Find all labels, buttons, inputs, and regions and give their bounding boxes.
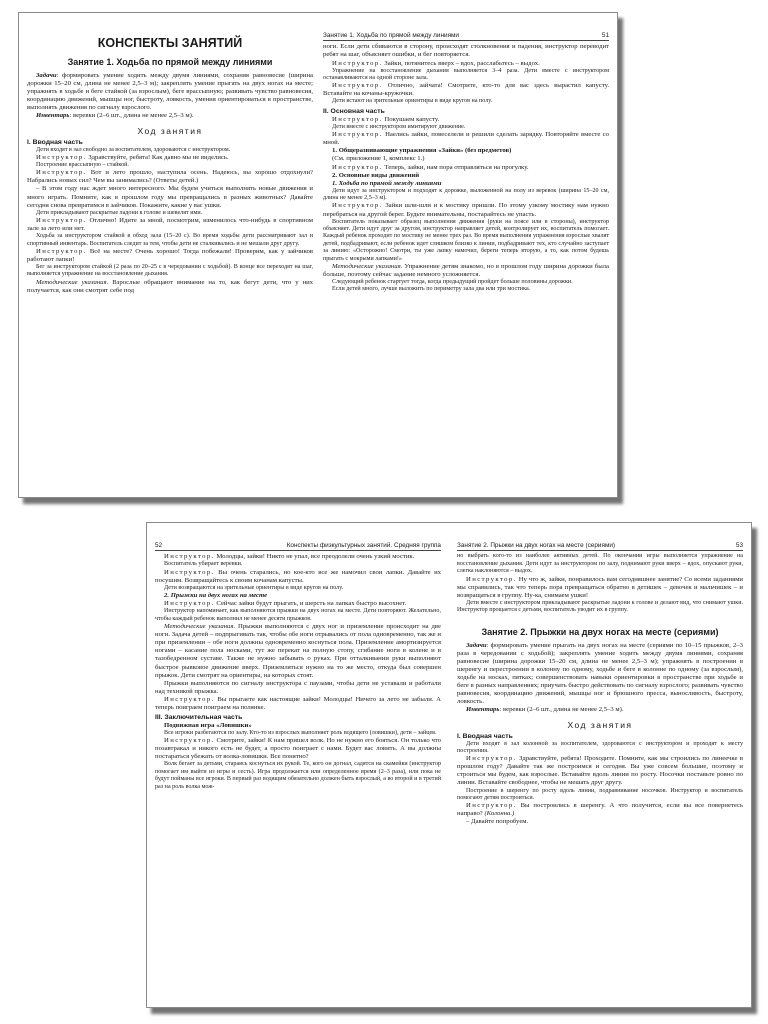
page-53-top-body [457,553,743,614]
paragraph-text: Вы прыгаете как настоящие зайки! Молодцы! Ничего за лето не забыли. А теперь поиграем поиграем на полянке. [155,695,441,711]
paragraph [155,730,441,737]
paragraph [323,131,609,147]
paragraph-text: Дети вместе с инструктором имитируют движение. [332,123,466,130]
paragraph [27,264,313,279]
paragraph-text: Здравствуйте, ребята! Проходите. Помните, как мы строились по линеечке в прошлом году? Давайте так же построимся и сегодня. Вы уже совсем большие, поэтому и строиться мы будем, как взрослые. Вставайте вдоль линии по росту. Носочки поставьте ровно по линии. Вставайте свободнее, чтобы не мешать друг другу. [457,755,743,787]
speaker-label: Инструктор. [164,737,215,745]
paragraph [27,217,313,233]
paragraph-text: Волк бегает за детьми, стараясь коснуться их рукой. Те, кого он догнал, садятся на скамейки (инструктор помогает им выйти из игры и сесть). Игра продолжается или определенное время (2–3 раза), или пока не будут пойманы все игроки. В первый раз водящим обязательно должен быть взрослый, а во второй и в третий раз на роль волка мож- [155,761,441,790]
paragraph-text: Ну что ж, зайки, понравилось вам сегодняшнее занятие? Со всеми заданиями мы справились, так что теперь пора превращаться обратно в детишек – девочек и мальчишек – и возвращаться в группу. Ну-ка, снимаем ушки! [457,575,743,599]
paragraph-text: – Давайте попробуем. [466,818,529,826]
paragraph [457,802,743,818]
speaker-label: Инструктор. [36,169,87,177]
paragraph [323,98,609,105]
subheading: 1. Ходьба по прямой между линиями [332,179,442,187]
remark-label: Методические указания. [332,262,403,270]
paragraph [155,569,441,585]
paragraph-text: Упражнение на восстановление дыхания выполняется 3–4 раза. Дети вместе с инструктором останавливаются на одной стороне зала. [323,67,609,81]
paragraph [155,600,441,608]
speaker-label: Инструктор. [332,82,383,90]
paragraph [457,741,743,756]
running-head-title: Конспекты физкультурных занятий. Средняя группа [286,542,441,549]
paragraph-text: Ходьба за инструктором стайкой в обход зала (15–20 с). Во время ходьбы дети рассматривают зал и спортивный инвентарь. Воспитатель следит за тем, чтобы дети не сталкивались и не мешали друг другу. [27,233,313,247]
speaker-label: Инструктор. [164,568,215,576]
tasks-paragraph [457,642,743,706]
paragraph-text: Зайки шли-шли и к мостику пришли. По этому узкому мостику нам нужно перебраться на другой берег. Будьте внимательны, постарайтесь не упасть. [323,202,609,218]
speaker-label: Инструктор. [36,153,87,161]
paragraph [323,202,609,218]
paragraph-text: Все игроки разбегаются по залу. Кто-то из взрослых выполняет роль водящего (ловишки), дети – зайцев. [164,729,437,736]
paragraph-text: Всё на месте? Очень хорошо! Тогда побежали! Проверим, как у зайчиков работают лапки! [27,247,313,263]
page-50-body [27,147,313,295]
paragraph [155,696,441,712]
tasks-label: Задачи [466,642,487,650]
speaker-label: Инструктор. [332,163,383,171]
page-52-body [155,553,441,791]
paragraph [155,737,441,761]
tasks-paragraph [27,72,313,112]
remark-label: Методические указания. [164,623,236,631]
paragraph-text: Смотрите, зайки! К нам пришел волк. Но не нужно его бояться. Он только что позавтракал и никого есть не будет, а просто поиграет с нами. Будет вас ловить. А вы должны постараться убежать от волка-ловишки. Все понятно? [155,737,441,761]
subheading: Подвижная игра «Ловишки» [164,721,252,729]
paragraph-text: Дети встают на зрительные ориентиры в виде кругов на полу. [332,98,493,105]
paragraph-text: Сейчас зайки будут прыгать, и шерсть на лапках быстро высохнет. [214,600,407,608]
paragraph-text: Дети вместе с инструктором прикладывают раскрытые ладони к голове и делают вид, что снимают ушки. Инструктор прощается с детьми, воспитатель уводит их в группу. [457,599,743,614]
paragraph [155,608,441,623]
running-head [323,13,609,41]
paragraph [155,585,441,592]
paragraph-text: Наелись зайки, повеселели и решили сделать зарядку. Повторяйте вместе со мной. [323,131,609,147]
subheading: 2. Прыжки на двух ногах на месте [164,592,268,600]
paragraph [27,185,313,209]
page-53 [457,523,743,1007]
paragraph [323,82,609,98]
paragraph-text: Здравствуйте, ребята! Как давно мы не виделись. [86,153,229,161]
section-heading: I. Вводная часть [27,138,83,146]
paragraph [27,210,313,217]
inventory-label: Инвентарь [36,112,70,120]
paragraph [27,279,313,295]
section-heading: I. Вводная часть [457,732,513,740]
paragraph-text: Дети входят в зал свободно за воспитателем, здороваются с инструктором. [36,146,231,153]
paragraph-text: – В этом году нас ждет много интересного. Мы будем учиться выполнять новые движения и много играть. Помните, как в прошлом году мы превращались в разных животных? Давайте сегодня снова превратимся в зайчиков. Покажите, какие у вас ушки. [27,185,313,209]
speaker-label: Инструктор. [36,247,87,255]
paragraph-text: Дети входят в зал колонной за воспитателем, здороваются с инструктором и проходят к месту построения. [457,740,743,754]
page-50 [27,13,313,497]
paragraph-text: Построение врассыпную – стайкой. [36,161,129,168]
paragraph [27,233,313,248]
inventory-label: Инвентарь [466,706,500,714]
paragraph [457,576,743,600]
paragraph [323,43,609,59]
paragraph [457,755,743,787]
paragraph [323,60,609,68]
paragraph-text: Прыжки выполняются с двух ног и приземление происходит на две ноги. Задача детей – подпрыгивать так, чтобы обе ноги отрывались от пола одновременно, так же и при приземлении – обе ноги должны одновременно коснуться пола. Приземление амортизируется ногами – касание пола носками, тут же перекат на полную стопу, сгибание ноги в колене и в тазобедренном суставе. Также не нужно забывать о руках. При отталкивании руки выполняют быстрое рывковое движение вверх. Приземляться нужно на то же место, откуда был совершен прыжок. Дети смотрят на ориентиры, на которых стоят. [155,623,441,679]
subheading: 1. Общеразвивающие упражнения «Зайки» (без предметов) [332,147,512,155]
speaker-label: Инструктор. [164,553,215,561]
paragraph [457,818,743,826]
paragraph [323,219,609,263]
paragraph-text: Инструктор напоминает, как выполняются прыжки на двух ногах на месте. Дети повторяют. Желательно, чтобы каждый ребенок выполнил не менее десяти прыжков. [155,608,441,622]
paragraph-text: Построение в шеренгу по росту вдоль линии, подравнивание носочков. Инструктор и воспитатель помогают детям построиться. [457,787,743,801]
page-number: 51 [601,32,609,39]
paragraph [323,155,609,163]
page-number: 52 [155,542,163,549]
paragraph [323,263,609,279]
paragraph-text: Дети идут за инструктором и подходят к дорожке, выложенной на полу из веревок (ширина 15–20 см, длина не менее 2,5–3 м). [323,187,609,202]
subheading: 2. Основные виды движений [332,171,420,179]
speaker-label: Инструктор. [332,131,383,139]
speaker-label: Инструктор. [36,217,87,225]
paragraph-text: Отлично! Идите за мной, посмотрим, изменилось что-нибудь в спортивном зале за лето или нет. [27,217,313,233]
paragraph [155,761,441,791]
page-number: 53 [735,542,743,549]
paragraph-text: Вы очень старались, но кое-кто все же намочил свои лапки. Давайте их посушим. Возвращайтесь к своим кочанам капусты. [155,568,441,584]
paragraph-text: Дети прикладывают раскрытые ладони к голове и шевелят ими. [36,209,203,216]
paragraph-text: Воспитатель убирает веревки. [164,561,243,568]
paragraph-text: Теперь, зайки, нам пора отправляться на прогулку. [382,163,529,171]
paragraph-text: Вы построились в шеренгу. А что получится, если вы все повернетесь направо? [457,802,743,818]
running-head-title: Занятие 1. Ходьба по прямой между линиями [323,32,459,39]
paragraph-text: Вот и лето прошло, наступила осень. Надеюсь, вы хорошо отдохнули? Набрались новых сил? Чем вы занимались? (Ответы детей.) [27,169,313,185]
running-head [457,523,743,551]
paragraph [323,188,609,203]
section-heading: III. Заключительная часть [155,713,243,721]
inventory-paragraph [27,112,313,120]
top-book-spread [18,12,618,498]
paragraph [457,553,743,575]
paragraph-text: Если детей много, лучше выложить по периметру зала два или три мостика. [332,286,531,293]
speaker-label: Инструктор. [164,695,215,703]
chapter-title: КОНСПЕКТЫ ЗАНЯТИЙ [97,36,243,50]
section-heading: II. Основная часть [323,107,385,115]
paragraph-text: но выбрать кого-то из наиболее активных детей. По окончании игры выполняется упражнение на восстановление дыхания. Дети идут за инструктором по залу, поднимают руки вверх – вдох, опускают руки, слегка наклоняются – выдох. [457,553,743,575]
page-52 [155,523,441,1007]
paragraph [323,68,609,83]
paragraph-text: Покушаем капусту. [382,115,440,123]
paragraph [457,788,743,803]
paragraph [323,164,609,172]
paragraph [155,623,441,679]
lesson-2-title: Занятие 2. Прыжки на двух ногах на месте (сериями) [481,626,719,637]
speaker-label: Инструктор. [332,59,383,67]
inventory-text: : веревки (2–6 шт., длина не менее 2,5–3 м). [499,706,624,714]
speaker-label: Инструктор. [466,755,517,763]
paragraph-text: Дети возвращаются на зрительные ориентиры в виде кругов на полу. [164,584,344,591]
course-heading: Ход занятия [137,125,203,136]
running-head-title: Занятие 2. Прыжки на двух ногах на месте (сериями) [457,542,616,549]
page-51 [323,13,609,497]
paragraph [27,162,313,169]
paragraph-text: Отлично, зайчата! Смотрите, кто-то для вас здесь вырастил капусту. Вставайте на кочаны-кружочки. [323,82,609,98]
lesson-1-title: Занятие 1. Ходьба по прямой между линиями [67,56,273,67]
page-53-bottom-body [457,741,743,827]
speaker-label: Инструктор. [332,202,383,210]
remark-label: Методические указания. [36,278,109,286]
tasks-text: : формировать умение ходить между двумя линиями, сохраняя равновесие (ширина дорожки 15–20 см, длина не менее 2,5–3 м); закреплять умение прыгать на двух ногах на месте; упражнять в ходьбе и беге стайкой (за взрослым), беге врассыпную; развивать чувство равновесия, координацию движений, мышцы ног, быстроту, ловкость, умения ориентироваться в пространстве, выполнять движения по сигналу взрослого. [27,72,313,112]
paragraph [27,248,313,264]
paragraph [27,169,313,185]
bottom-book-spread [146,522,752,1008]
course-heading: Ход занятия [567,719,633,730]
paragraph [27,154,313,162]
speaker-label: Инструктор. [466,802,517,810]
paragraph-text: Прыжки выполняются по сигналу инструктора с паузами, чтобы дети не уставали и работали над техникой прыжка. [155,679,441,695]
tasks-label: Задачи [36,72,57,80]
paragraph-text: Молодцы, зайки! Никто не упал, все преодолели очень узкий мостик. [214,553,415,561]
paragraph [323,116,609,124]
tasks-text: : формировать умение прыгать на двух ногах на месте (сериями по 10–15 прыжков, 2–3 раза в чередовании с ходьбой); закреплять умение ходить между двумя линиями, сохраняя равновесие (ширина дорожки 15–20 см, длина не менее 2,5–3 м); упражнять в построении в шеренгу и перестроении в колонну по одному, ходьбе и беге в колонне по одному (за взрослым), ходьбе на носках, пятках; совершенствовать навыки ориентировки в пространстве при ходьбе и беге в разных направлениях; приучать быстро действовать по сигналу взрослого; развивать чувство равновесия, координацию движений, мышцы ног и брюшного пресса, выносливость, быстроту, ловкость. [457,642,743,706]
speaker-label: Инструктор. [164,600,215,608]
paragraph [155,561,441,568]
paragraph-text: Воспитатель показывает образец выполнения движения (руки на поясе или в стороны), инструктор объясняет. Дети идут друг за другом, инструктор направляет детей, контролирует их, воспитатель помогает. Каждый ребенок проходит по мостику не менее трех раз. Во время выполнения упражнения взрослые хвалят детей, подбадривают, если ребенок идет слишком близко к линии, подбадривают тех, кто случайно заступает за линию: «Осторожно! Смотри, ты уже лапку намочил, береги теперь вторую, а то, как потом будешь прыгать с мокрыми лапками!» [323,218,609,262]
paragraph-text: Зайки, потянитесь вверх – вдох, расслабьтесь – выдох. [382,59,540,67]
paragraph-text: ноги. Если дети сбиваются в сторону, происходят столкновения и падения, инструктор переводит ребят на шаг, объясняет ошибки, и бег повторяется. [323,43,609,59]
paragraph-text: Упражнение детям знакомо, но в прошлом году ширина дорожки была больше, поэтому сейчас задание немного усложняется. [323,262,609,279]
paragraph-text: Взрослые обращают внимание на то, как бегут дети, что у них получается, как они смотрят себе под [27,278,313,294]
inventory-text: : веревки (2–6 шт., длина не менее 2,5–3 м). [69,112,194,120]
speaker-label: Инструктор. [466,575,517,583]
paragraph-text: Следующий ребенок стартует тогда, когда предыдущий пройдет больше половины дорожки. [332,279,573,286]
paragraph [323,124,609,131]
paragraph-text: Бег за инструктором стайкой (2 раза по 20–25 с в чередовании с ходьбой). В конце все переходят на шаг, выполняется упражнение на восстановление дыхания. [27,264,313,278]
paragraph-italic-tail: (Колонна.) [484,810,515,818]
page-51-body [323,43,609,293]
inventory-paragraph [457,706,743,714]
paragraph [27,147,313,154]
paragraph [323,286,609,293]
paragraph-text: (См. приложение 1, комплекс 1.) [332,155,425,163]
running-head [155,523,441,551]
paragraph [457,600,743,615]
speaker-label: Инструктор. [332,115,383,123]
paragraph [155,680,441,696]
